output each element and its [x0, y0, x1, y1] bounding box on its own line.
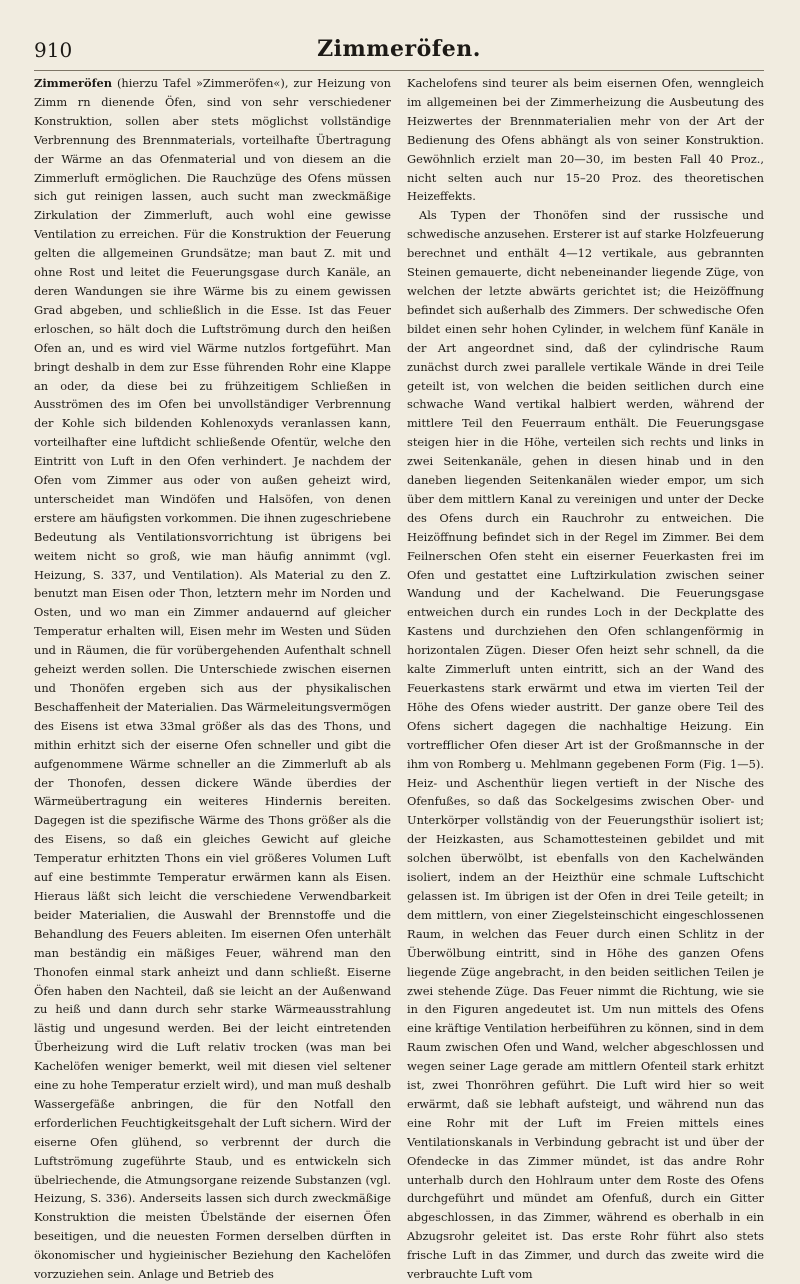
left-column — [34, 74, 391, 1282]
headword: Zimmeröfen — [34, 76, 113, 90]
page-header — [34, 36, 764, 71]
running-title: Zimmeröfen. — [317, 36, 481, 62]
article-paragraph-2: Kachelofens sind teurer als beim eisernen Ofen, wenngleich im allgemeinen bei der Zimmerheizung die Ausbeutung des Heizwertes der Brennmaterialien mehr von der Art der Bedienung des Ofens abhängt als von seiner Konstruktion. Gewöhnlich erzielt man 20—30, im besten Fall 40 Proz., nicht selten auch nur 15–20 Proz. des theoretischen Heizeffekts. — [407, 76, 764, 204]
page-number: 910 — [34, 38, 73, 62]
article-paragraph-1 — [34, 74, 391, 1284]
right-column — [407, 74, 764, 1282]
text-columns — [34, 74, 764, 1282]
paragraph-text: (hierzu Tafel »Zimmeröfen«), zur Heizung von Zimm rn dienende Öfen, sind von sehr verschiedener Konstruktion, sollen aber stets möglichst vollständige Verbrennung des Brennmaterials, vorteilhafte Übertragung der Wärme an das Ofenmaterial und von diesem an die Zimmerluft ermöglichen. Die Rauchzüge des Ofens müssen sich gut reinigen lassen, auch sucht man zweckmäßige Zirkulation der Zimmerluft, auch wohl eine gewisse Ventilation zu erreichen. Für die Konstruktion der Feuerung gelten die allgemeinen Grundsätze; man baut Z. mit und ohne Rost und leitet die Feuerungsgase durch Kanäle, an deren Wandungen sie ihre Wärme bis zu einem gewissen Grad abgeben, und schließlich in die Esse. Ist das Feuer erloschen, so hält doch die Luftströmung durch den heißen Ofen an, und es wird viel Wärme nutzlos fortgeführt. Man bringt deshalb in dem zur Esse führenden Rohr eine Klappe an oder, da diese bei zu frühzeitigem Schließen in Ausströmen des im Ofen bei unvollständiger Verbrennung der Kohle sich bildenden Kohlenoxyds veranlassen kann, vorteilhafter eine luftdicht schließende Ofentür, welche den Eintritt von Luft in den Ofen verhindert. Je nachdem der Ofen vom Zimmer aus oder von außen geheizt wird, unterscheidet man Windöfen und Halsöfen, von denen erstere am häufigsten vorkommen. Die ihnen zugeschriebene Bedeutung als Ventilationsvorrichtung ist übrigens bei weitem nicht so groß, wie man häufig annimmt (vgl. Heizung, S. 337, und Ventilation). Als Material zu den Z. benutzt man Eisen oder Thon, letztern mehr im Norden und Osten, und wo man ein Zimmer andauernd auf gleicher Temperatur erhalten will, Eisen mehr im Westen und Süden und in Räumen, die für vorübergehenden Aufenthalt schnell geheizt werden sollen. Die Unterschiede zwischen eisernen und Thonöfen ergeben sich aus der physikalischen Beschaffenheit der Materialien. Das Wärmeleitungsvermögen des Eisens ist etwa 33mal größer als das des Thons, und mithin erhitzt sich der eiserne Ofen schneller und gibt die aufgenommene Wärme schneller an die Zimmerluft ab als der Thonofen, dessen dickere Wände überdies der Wärmeübertragung ein weiteres Hindernis bereiten. Dagegen ist die spezifische Wärme des Thons größer als die des Eisens, so daß ein gleiches Gewicht auf gleiche Temperatur erhitzten Thons ein viel größeres Volumen Luft auf eine bestimmte Temperatur erwärmen kann als Eisen. Hieraus läßt sich leicht die verschiedene Verwendbarkeit beider Materialien, die Auswahl der Brennstoffe und die Behandlung des Feuers ableiten. Im eisernen Ofen unterhält man beständig ein mäßiges Feuer, während man den Thonofen einmal stark anheizt und dann schließt. Eiserne Öfen haben den Nachteil, daß sie leicht an der Außenwand zu heiß und dann durch sehr starke Wärmeausstrahlung lästig und ungesund werden. Bei der leicht eintretenden Überheizung wird die Luft relativ trocken (was man bei Kachelöfen weniger bemerkt, weil mit diesen viel seltener eine zu hohe Temperatur erzielt wird), und man muß deshalb Wassergefäße anbringen, die für den Notfall den erforderlichen Feuchtigkeitsgehalt der Luft sichern. Wird der eiserne Ofen glühend, so verbrennt der durch die Luftströmung zugeführte Staub, und es entwickeln sich übelriechende, die Atmungsorgane reizende Substanzen (vgl. Heizung, S. 336). Anderseits lassen sich durch zweckmäßige Konstruktion die meisten Übelstände der eisernen Öfen beseitigen, und die neuesten Formen derselben dürften in ökonomischer und hygieinischer Beziehung den Kachelöfen vorzuziehen sein. Anlage und Betrieb des — [34, 76, 391, 1282]
article-paragraph-3: Als Typen der Thonöfen sind der russische und schwedische anzusehen. Ersterer ist auf starke Holzfeuerung berechnet und enthält 4—12 vertikale, aus gebrannten Steinen gemauerte, dicht nebeneinander liegende Züge, von welchen der letzte abwärts gerichtet ist; die Heizöffnung befindet sich außerhalb des Zimmers. Der schwedische Ofen bildet einen sehr hohen Cylinder, in welchem fünf Kanäle in der Art angeordnet sind, daß der cylindrische Raum zunächst durch zwei parallele vertikale Wände in drei Teile geteilt ist, von welchen die beiden seitlichen durch eine schwache Wand vertikal halbiert werden, während der mittlere Teil den Feuerraum enthält. Die Feuerungsgase steigen hier in die Höhe, verteilen sich rechts und links in zwei Seitenkanäle, gehen in diesen hinab und in den daneben liegenden Seitenkanälen wieder empor, um sich über dem mittlern Kanal zu vereinigen und unter der Decke des Ofens durch ein Rauchrohr zu entweichen. Die Heizöffnung befindet sich in der Regel im Zimmer. Bei dem Feilnerschen Ofen steht ein eiserner Feuerkasten frei im Ofen und gestattet eine Luftzirkulation zwischen seiner Wandung und der Kachelwand. Die Feuerungsgase entweichen durch ein rundes Loch in der Deckplatte des Kastens und durchziehen den Ofen schlangenförmig in horizontalen Zügen. Dieser Ofen heizt sehr schnell, da die kalte Zimmerluft unten eintritt, sich an der Wand des Feuerkastens stark erwärmt und etwa im vierten Teil der Höhe des Ofens wieder austritt. Der ganze obere Teil des Ofens sichert dagegen die nachhaltige Heizung. Ein vortrefflicher Ofen dieser Art ist der Großmannsche in der ihm von Romberg u. Mehlmann gegebenen Form (Fig. 1—5). Heiz- und Aschenthür liegen vertieft in der Nische des Ofenfußes, so daß das Sockelgesims zwischen Ober- und Unterkörper vollständig von der Feuerungsthür isoliert ist; der Heizkasten, aus Schamottesteinen gebildet und mit solchen überwölbt, ist ebenfalls von den Kachelwänden isoliert, indem an der Heizthür eine schmale Luftschicht gelassen ist. Im übrigen ist der Ofen in drei Teile geteilt; in dem mittlern, von einer Ziegelsteinschicht eingeschlossenen Raum, in welchen das Feuer durch einen Schlitz in der Überwölbung eintritt, sind in Höhe des ganzen Ofens liegende Züge angebracht, in den beiden seitlichen Teilen je zwei stehende Züge. Das Feuer nimmt die Richtung, wie sie in den Figuren angedeutet ist. Um nun mittels des Ofens eine kräftige Ventilation herbeiführen zu können, sind in dem Raum zwischen Ofen und Wand, welcher abgeschlossen und wegen seiner Lage gerade am mittlern Ofenteil stark erhitzt ist, zwei Thonröhren geführt. Die Luft wird hier so weit erwärmt, daß sie lebhaft aufsteigt, und während nun das eine Rohr mit der Luft im Freien mittels eines Ventilationskanals in Verbindung gebracht ist und über der Ofendecke in das Zimmer mündet, ist das andre Rohr unterhalb durch den Hohlraum unter dem Roste des Ofens durchgeführt und mündet am Ofenfuß, durch ein Gitter abgeschlossen, in das Zimmer, während es oberhalb in ein Abzugsrohr geleitet ist. Das erste Rohr führt also stets frische Luft in das Zimmer, und durch das zweite wird die verbrauchte Luft vom — [407, 208, 764, 1282]
